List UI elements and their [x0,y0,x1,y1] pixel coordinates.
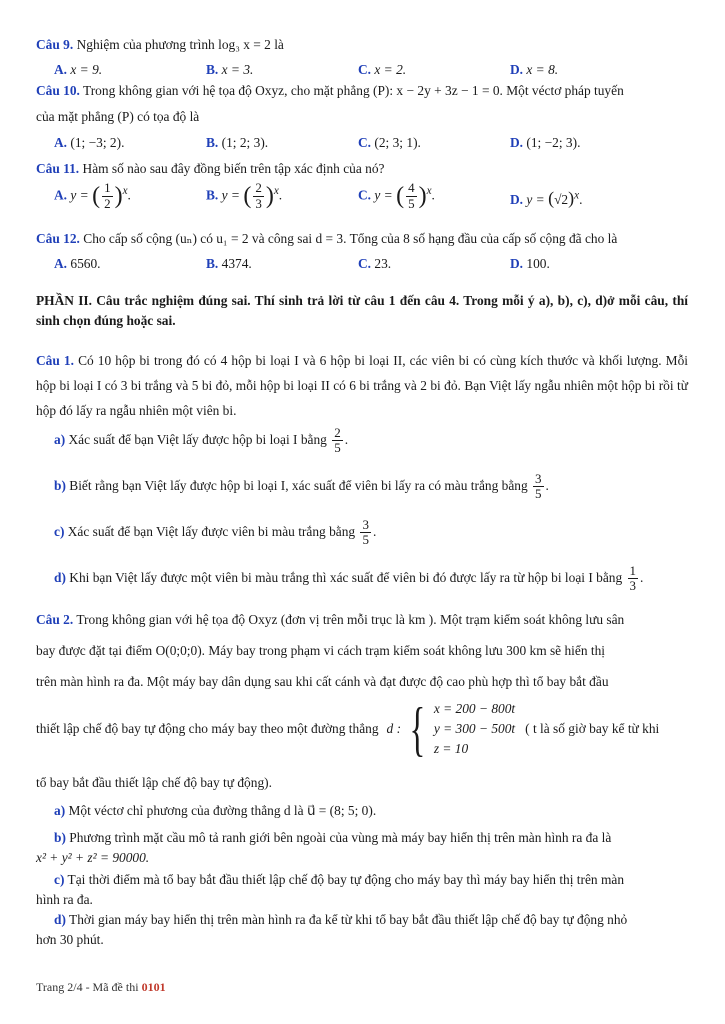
q10-stem-line1 [36,82,624,100]
q12-stem [36,230,617,248]
p2q2-line2: bay được đặt tại điểm O(0;0;0). Máy bay trong phạm vi cách trạm kiểm soát không lưu 300 km sẽ hiển thị [36,643,606,658]
q10-text1: Trong không gian với hệ tọa độ Oxyz, cho mặt phẳng (P): x − 2y + 3z − 1 = 0. Một véctơ pháp tuyến [83,83,624,98]
q9-option-c: C. x = 2. [358,62,407,77]
q11-text: Hàm số nào sau đây đồng biến trên tập xác định của nó? [82,161,385,176]
p2q2-line4: thiết lập chế độ bay tự động cho máy bay theo một đường thẳng d : { x = 200 − 800t y = 300 − 500t z = 10 ( t là số giờ bay kể từ khi [36,696,660,762]
page-footer [36,979,166,995]
p2q2-line1: Câu 2. Trong không gian với hệ tọa độ Oxyz (đơn vị trên mỗi trục là km ). Một trạm kiểm soát không lưu sân [36,612,625,627]
q11-option-b: B. y = ( $\frac{2}{3}$ )$^x$. [206,180,283,211]
q10-stem-line2: của mặt phẳng (P) có tọa độ là [36,109,200,124]
q10-option-a: A. (1; −3; 2). [54,135,125,150]
p2q1-label: Câu 1. [36,353,74,368]
q11-label: Câu 11. [36,161,80,176]
p2q1-item-c: c) Xác suất để bạn Việt lấy được viên bi màu trắng bằng $\frac{3}{5}$ . [54,517,377,548]
p2q1-item-b: b) Biết rằng bạn Việt lấy được hộp bi loại I, xác suất để viên bi lấy ra có màu trắng bằng $\frac{3}{5}$ . [54,471,549,502]
p2q2-line5: tổ bay bắt đầu thiết lập chế độ bay tự động). [36,775,272,790]
q9-label: Câu 9. [36,37,74,52]
q11-option-a: A. y = ( $\frac{1}{2}$ )$^x$. [54,180,131,211]
q9-text: Nghiệm của phương trình log₃ x = 2 là [76,37,284,52]
exam-code: 0101 [141,980,166,994]
q9-option-b: B. x = 3. [206,62,254,77]
p2q2-line3: trên màn hình ra đa. Một máy bay dân dụng sau khi cất cánh và đạt được độ cao phù hợp thì tổ bay bắt đầu [36,674,609,689]
p2q2-item-a: a) Một véctơ chỉ phương của đường thẳng d là u⃗ = (8; 5; 0). [54,803,377,818]
p2q1-text: Có 10 hộp bi trong đó có 4 hộp bi loại I và 6 hộp bi loại II, các viên bi có cùng kích thước và khối lượng. Mỗi hộp bi loại I có 3 bi trắng và 5 bi đỏ, mỗi hộp bi loại II có 6 bi trắng và 2 bi đỏ. Bạn Việt lấy ngẫu nhiên một hộp bi rồi từ hộp đó lấy ra ngẫu nhiên một viên bi. [36,353,688,418]
p2q2-item-c: c) Tại thời điểm mà tổ bay bắt đầu thiết lập chế độ bay tự động cho máy bay thì máy bay hiển thị trên màn [54,872,625,887]
q11-stem [36,160,384,178]
q12-label: Câu 12. [36,231,80,246]
q10-option-d: D. (1; −2; 3). [510,135,581,150]
q10-option-c: C. (2; 3; 1). [358,135,421,150]
q12-option-b: B. 4374. [206,256,252,271]
p2q2-item-d: d) Thời gian máy bay hiển thị trên màn hình ra đa kể từ khi tổ bay bắt đầu thiết lập chế độ bay tự động nhỏ [54,912,628,927]
p2q2-item-d-cont: hơn 30 phút. [36,932,104,947]
line-equation-system: { x = 200 − 800t y = 300 − 500t z = 10 [409,696,516,762]
footer-text: Trang 2/4 - Mã đề thi [36,980,139,994]
q11-option-d: D. $y = (√2)^x$. [510,188,583,208]
q9-option-a: A. x = 9. [54,62,103,77]
q10-label: Câu 10. [36,83,80,98]
q12-option-a: A. 6560. [54,256,101,271]
p2q2-item-b: b) Phương trình mặt cầu mô tả ranh giới bên ngoài của vùng mà máy bay hiển thị trên màn hình ra đa là [54,830,612,845]
p2q2-label: Câu 2. [36,612,74,627]
q9-option-d: D. x = 8. [510,62,559,77]
p2q1-item-d: d) Khi bạn Việt lấy được một viên bi màu trắng thì xác suất để viên bi đó được lấy ra từ hộp bi loại I bằng $\frac{1}{3}$ . [54,563,644,594]
part2-heading: PHẦN II. Câu trắc nghiệm đúng sai. Thí sinh trả lời từ câu 1 đến câu 4. Trong mỗi ý a), b), c), d)ở mỗi câu, thí sinh chọn đúng hoặc sai. [36,293,688,328]
q11-option-c: C. y = ( $\frac{4}{5}$ )$^x$. [358,180,435,211]
q12-option-d: D. 100. [510,256,550,271]
q9-stem [36,36,284,54]
q10-option-b: B. (1; 2; 3). [206,135,269,150]
p2q1-item-a: a) Xác suất để bạn Việt lấy được hộp bi loại I bằng $\frac{2}{5}$ . [54,425,349,456]
q12-text: Cho cấp số cộng (uₙ) có u₁ = 2 và công sai d = 3. Tổng của 8 số hạng đầu của cấp số cộng đã cho là [83,231,618,246]
q12-option-c: C. 23. [358,256,392,271]
p2q1-stem [36,348,688,423]
p2q2-item-b-cont: x² + y² + z² = 90000. [36,850,150,865]
p2q2-item-c-cont: hình ra đa. [36,892,93,907]
